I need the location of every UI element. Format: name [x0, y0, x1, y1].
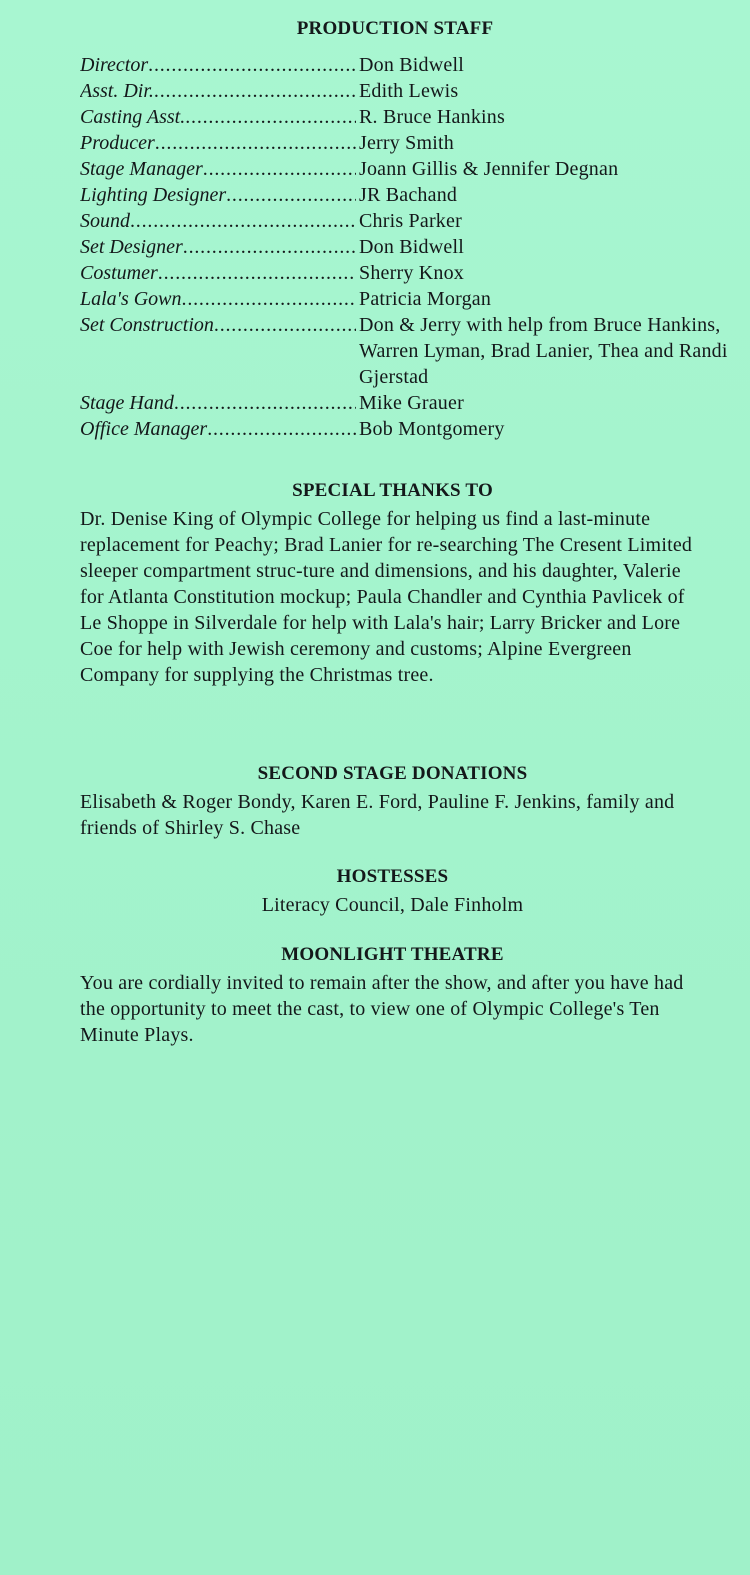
- dot-leader: [148, 52, 356, 78]
- dot-leader: [158, 260, 356, 286]
- staff-name: Don Bidwell: [359, 236, 464, 258]
- dot-leader: [185, 104, 356, 130]
- moonlight-theatre-section: [80, 942, 705, 1048]
- dot-leader: [174, 390, 356, 416]
- dot-leader: [203, 156, 356, 182]
- hostesses-text: Literacy Council, Dale Finholm: [261, 894, 524, 916]
- production-staff-list: [80, 52, 730, 442]
- staff-name: Patricia Morgan: [359, 288, 492, 310]
- moonlight-theatre-text: You are cordially invited to remain after the show, and after you have had the opportunity to meet the cast, to view one of Olympic College's Ten Minute Plays.: [80, 972, 684, 1046]
- staff-row-asst-dir: [80, 78, 730, 104]
- dot-leader: [214, 312, 356, 338]
- dot-leader: [226, 182, 356, 208]
- staff-row-stage-manager: [80, 156, 730, 182]
- production-staff-heading: PRODUCTION STAFF: [296, 18, 494, 39]
- staff-role: Set Construction: [80, 314, 214, 336]
- staff-name: Chris Parker: [359, 210, 462, 232]
- staff-role: Set Designer: [80, 236, 183, 258]
- staff-row-set-construction: [80, 312, 730, 390]
- staff-role: Lala's Gown: [80, 288, 182, 310]
- staff-row-producer: [80, 130, 730, 156]
- staff-role: Costumer: [80, 262, 158, 284]
- staff-name: Joann Gillis & Jennifer Degnan: [359, 158, 619, 180]
- staff-role: Lighting Designer: [80, 184, 227, 206]
- staff-name: Bob Montgomery: [359, 418, 505, 440]
- staff-role: Stage Hand: [80, 392, 174, 414]
- staff-role: Sound: [80, 210, 130, 232]
- dot-leader: [155, 130, 356, 156]
- staff-name: Sherry Knox: [359, 262, 464, 284]
- staff-row-stage-hand: [80, 390, 730, 416]
- staff-row-lalas-gown: [80, 286, 730, 312]
- staff-role: Casting Asst.: [80, 106, 186, 128]
- staff-name: R. Bruce Hankins: [359, 106, 505, 128]
- staff-name: Don & Jerry with help from Bruce Hankins, Warren Lyman, Brad Lanier, Thea and Randi Gjerstad: [359, 314, 728, 388]
- second-stage-donations-section: [80, 761, 705, 841]
- staff-role: Asst. Dir.: [80, 80, 154, 102]
- special-thanks-heading: SPECIAL THANKS TO: [292, 480, 493, 501]
- staff-row-lighting-designer: [80, 182, 730, 208]
- staff-row-director: [80, 52, 730, 78]
- staff-row-sound: [80, 208, 730, 234]
- hostesses-section: [80, 864, 705, 918]
- dot-leader: [130, 208, 356, 234]
- staff-name: JR Bachand: [359, 184, 458, 206]
- dot-leader: [183, 234, 356, 260]
- dot-leader: [207, 416, 356, 442]
- staff-role: Director: [80, 54, 149, 76]
- staff-name: Don Bidwell: [359, 54, 464, 76]
- staff-name: Edith Lewis: [359, 80, 459, 102]
- staff-row-set-designer: [80, 234, 730, 260]
- special-thanks-section: [80, 478, 705, 688]
- moonlight-theatre-heading: MOONLIGHT THEATRE: [281, 944, 504, 965]
- second-stage-donations-text: Elisabeth & Roger Bondy, Karen E. Ford, Pauline F. Jenkins, family and friends of Shirley S. Chase: [80, 791, 675, 839]
- staff-name: Jerry Smith: [359, 132, 454, 154]
- hostesses-heading: HOSTESSES: [336, 866, 449, 887]
- dot-leader: [182, 286, 356, 312]
- staff-role: Office Manager: [80, 418, 208, 440]
- dot-leader: [154, 78, 356, 104]
- staff-name: Mike Grauer: [359, 392, 464, 414]
- staff-role: Stage Manager: [80, 158, 203, 180]
- staff-row-casting-asst: [80, 104, 730, 130]
- special-thanks-text: Dr. Denise King of Olympic College for helping us find a last-minute replacement for Peachy; Brad Lanier for re-searching The Cresent Limited sleeper compartment struc-ture and dimensions, and his daughter, Valerie for Atlanta Constitution mockup; Paula Chandler and Cynthia Pavlicek of Le Shoppe in Silverdale for help with Lala's hair; Larry Bricker and Lore Coe for help with Jewish ceremony and customs; Alpine Evergreen Company for supplying the Christmas tree.: [80, 508, 693, 686]
- staff-role: Producer: [80, 132, 155, 154]
- second-stage-donations-heading: SECOND STAGE DONATIONS: [257, 763, 528, 784]
- staff-row-office-manager: [80, 416, 730, 442]
- staff-row-costumer: [80, 260, 730, 286]
